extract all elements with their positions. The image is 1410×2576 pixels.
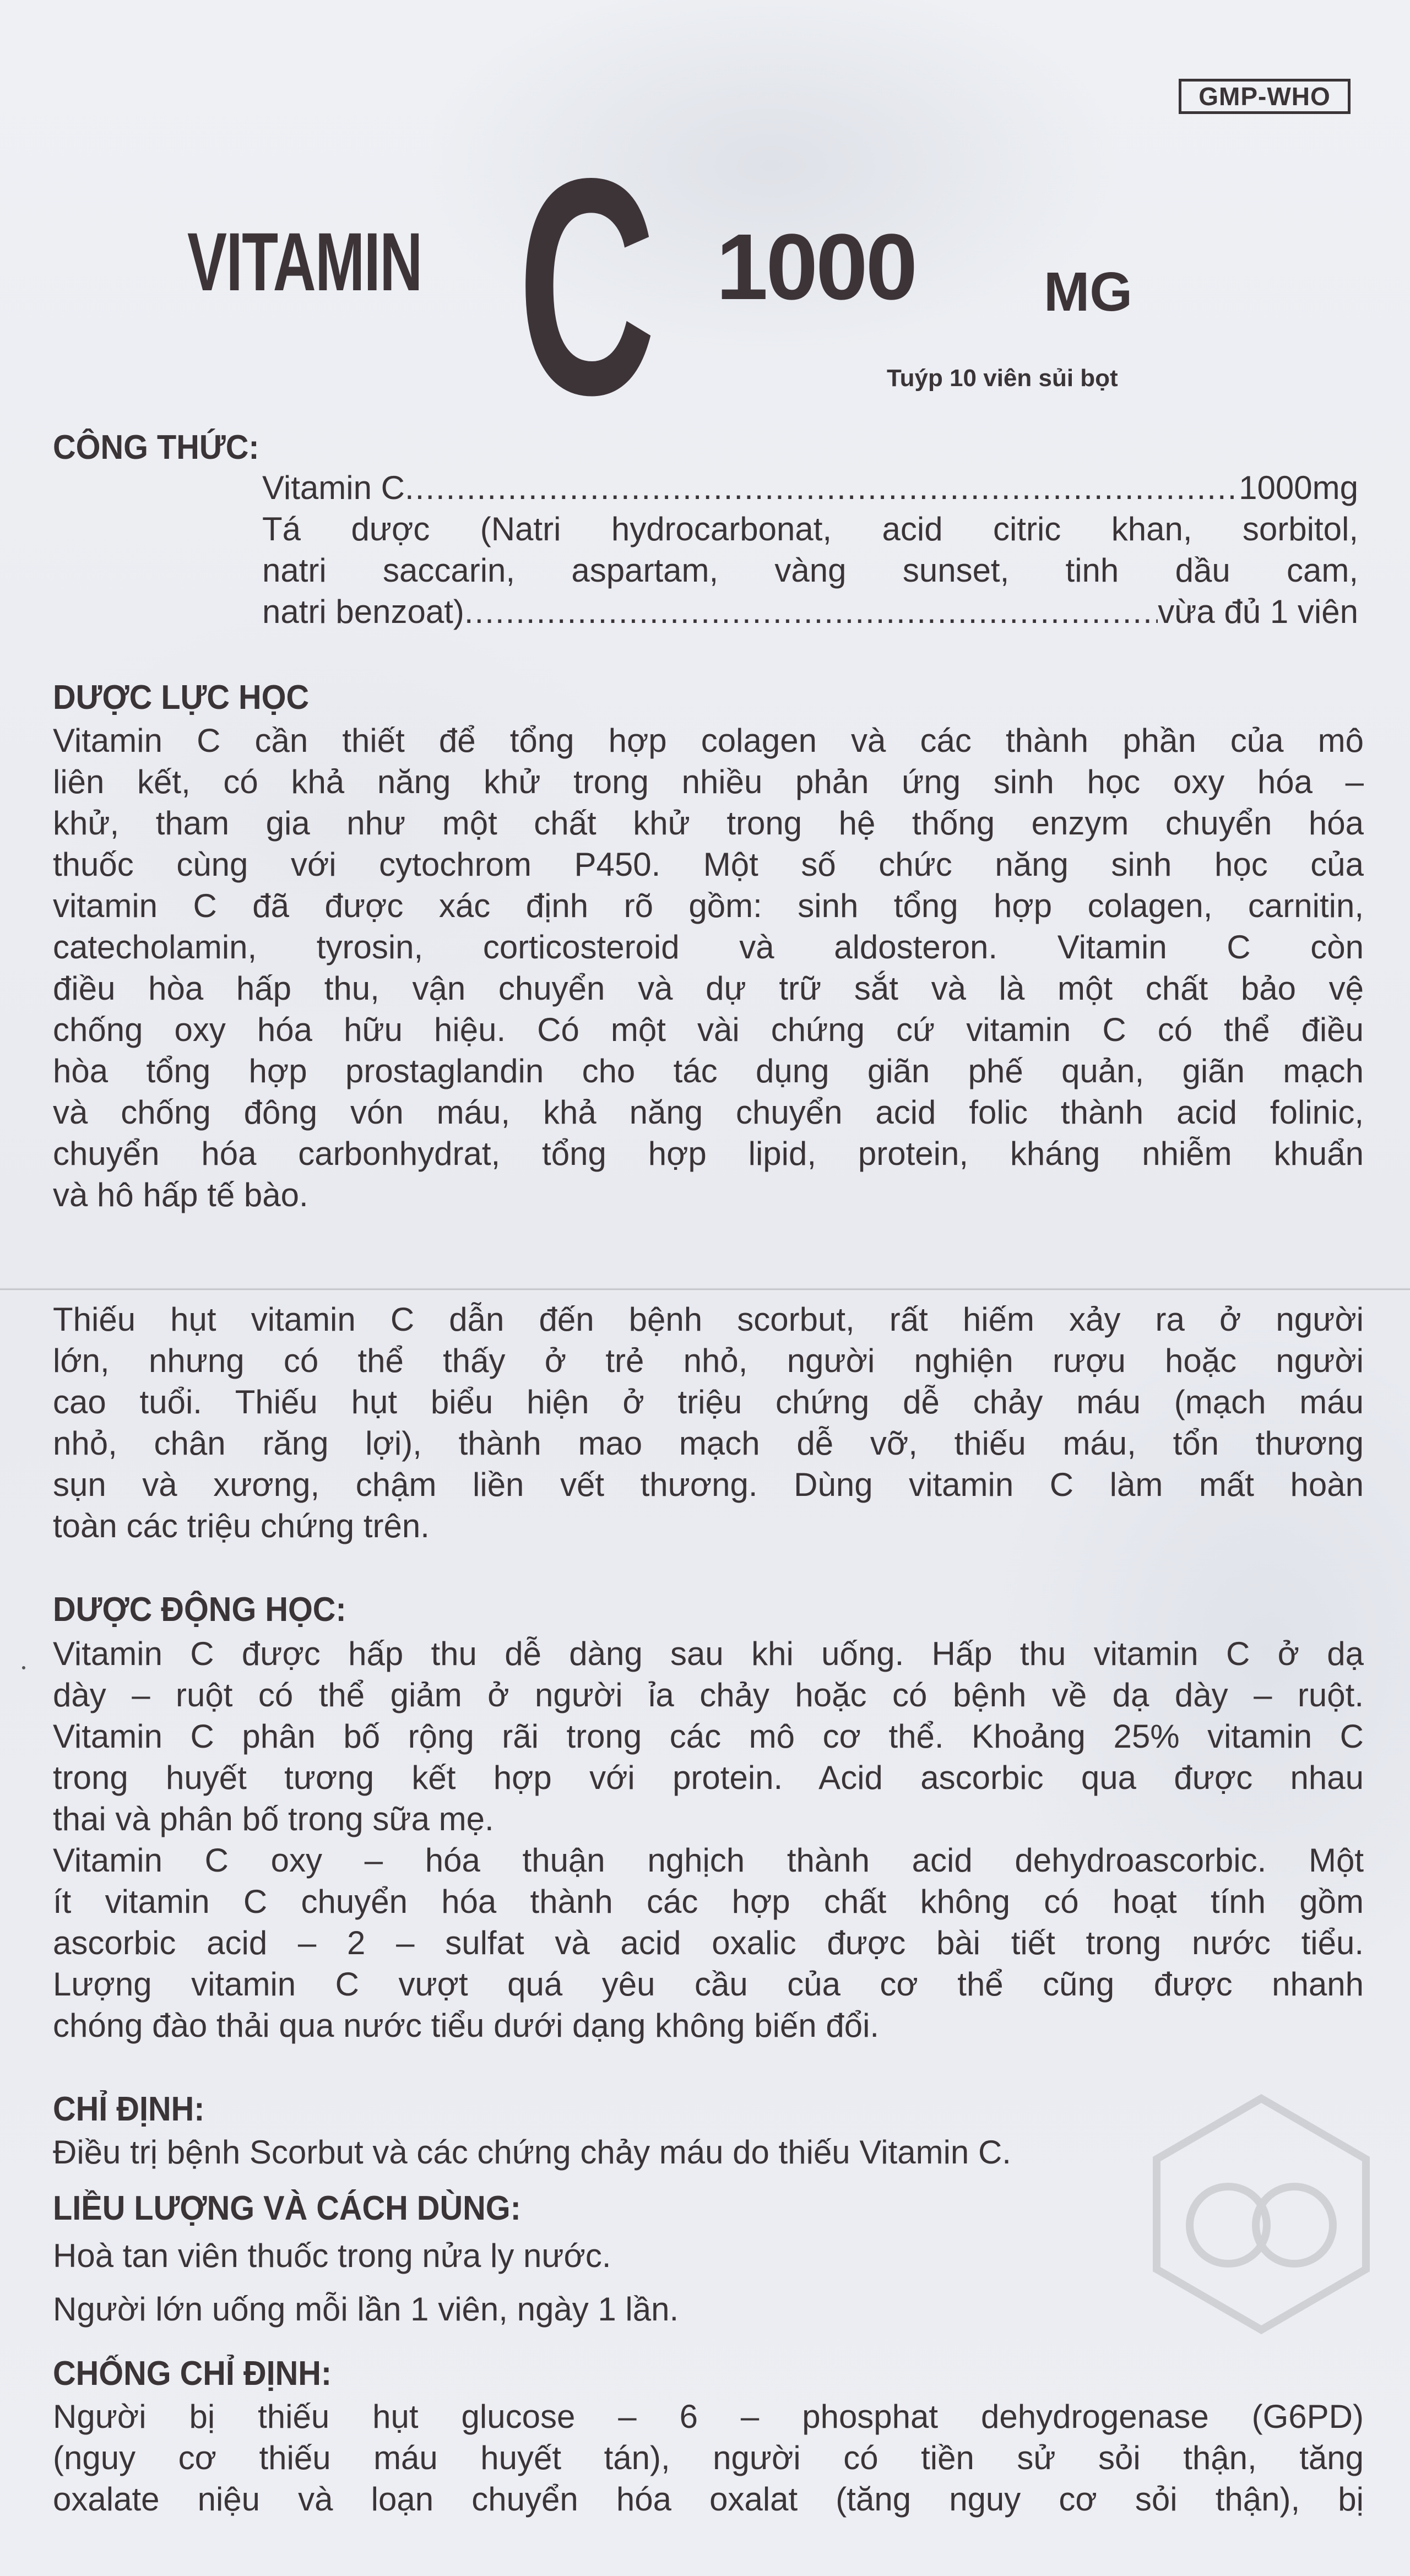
text-line: ascorbic acid – 2 – sulfat và acid oxalic được bài tiết trong nước tiểu. [53,1924,1364,1961]
text-line: liên kết, có khả năng khử trong nhiều phản ứng sinh học oxy hóa – [53,763,1364,800]
text-line: Người lớn uống mỗi lần 1 viên, ngày 1 lần. [53,2291,679,2328]
section-heading-formula: CÔNG THỨC: [53,429,259,467]
formula-block [262,467,1358,632]
text-line: Vitamin C oxy – hóa thuận nghịch thành acid dehydroascorbic. Một [53,1842,1364,1879]
text-line: Hoà tan viên thuốc trong nửa ly nước. [53,2237,611,2274]
ingredient-name: Vitamin C [262,469,405,506]
text-line: Vitamin C cần thiết để tổng hợp colagen và các thành phần của mô [53,722,1364,759]
ink-speck [22,1666,25,1669]
section-heading-indications: CHỈ ĐỊNH: [53,2090,205,2128]
brand-letter-c: C [518,114,656,459]
text-line: chóng đào thải qua nước tiểu dưới dạng không biến đổi. [53,2007,880,2044]
text-line: cao tuổi. Thiếu hụt biểu hiện ở triệu chứng dễ chảy máu (mạch máu [53,1384,1364,1420]
text-line: điều hòa hấp thu, vận chuyển và dự trữ sắt và là một chất bảo vệ [53,970,1364,1007]
paper-crease [0,1288,1410,1291]
manufacturer-logo-icon [1146,2093,1377,2335]
text-line: thai và phân bố trong sữa mẹ. [53,1801,494,1837]
text-line: ít vitamin C chuyển hóa thành các hợp chất không có hoạt tính gồm [53,1883,1364,1920]
leader-dots [405,467,1239,508]
dosage-text [53,2235,679,2330]
excipients-line: natri saccarin, aspartam, vàng sunset, tinh dầu cam, [262,552,1358,589]
text-line: oxalate niệu và loạn chuyển hóa oxalat (tăng nguy cơ sỏi thận), bị [53,2481,1364,2518]
text-line: Vitamin C được hấp thu dễ dàng sau khi uống. Hấp thu vitamin C ở dạ [53,1635,1364,1672]
text-line: Người bị thiếu hụt glucose – 6 – phosphat dehydrogenase (G6PD) [53,2398,1364,2435]
text-line: sụn và xương, chậm liền vết thương. Dùng vitamin C làm mất hoàn [53,1466,1364,1503]
text-line: dày – ruột có thể giảm ở người ỉa chảy hoặc có bệnh về dạ dày – ruột. [53,1677,1364,1713]
brand-name: VITAMIN [187,215,422,308]
pharmacodynamics-paragraph-1 [53,720,1364,1216]
text-line: Điều trị bệnh Scorbut và các chứng chảy máu do thiếu Vitamin C. [53,2134,1011,2171]
formula-active-row [262,467,1358,508]
section-heading-dosage: LIỀU LƯỢNG VÀ CÁCH DÙNG: [53,2189,521,2227]
gmp-who-badge: GMP-WHO [1179,79,1351,114]
leader-dots [464,591,1158,632]
ingredient-name: natri benzoat) [262,593,464,630]
text-line: Thiếu hụt vitamin C dẫn đến bệnh scorbut, rất hiếm xảy ra ở người [53,1301,1364,1338]
text-line: lớn, nhưng có thể thấy ở trẻ nhỏ, người nghiện rượu hoặc người [53,1342,1364,1379]
text-line: chống oxy hóa hữu hiệu. Có một vài chứng cứ vitamin C có thể điều [53,1011,1364,1048]
package-description: Tuýp 10 viên sủi bọt [887,365,1118,392]
section-heading-contraindications: CHỐNG CHỈ ĐỊNH: [53,2355,332,2393]
text-line: chuyển hóa carbonhydrat, tổng hợp lipid, protein, kháng nhiễm khuẩn [53,1135,1364,1172]
excipients-line: Tá dược (Natri hydrocarbonat, acid citric khan, sorbitol, [262,511,1358,547]
section-heading-pharmacodynamics: DƯỢC LỰC HỌC [53,679,310,717]
indications-text [53,2132,1011,2173]
pharmacodynamics-paragraph-2 [53,1299,1364,1547]
contraindications-text [53,2396,1364,2520]
text-line: (nguy cơ thiếu máu huyết tán), người có tiền sử sỏi thận, tăng [53,2439,1364,2476]
dose-unit: MG [1044,261,1133,323]
dose-value: 1000 [716,215,916,319]
text-line: vitamin C đã được xác định rõ gồm: sinh tổng hợp colagen, carnitin, [53,887,1364,924]
text-line: Vitamin C phân bố rộng rãi trong các mô cơ thể. Khoảng 25% vitamin C [53,1718,1364,1755]
text-line: toàn các triệu chứng trên. [53,1507,430,1544]
pharmacokinetics-paragraph-2 [53,1840,1364,2046]
text-line: Lượng vitamin C vượt quá yêu cầu của cơ thể cũng được nhanh [53,1966,1364,2003]
text-line: khử, tham gia như một chất khử trong hệ thống enzym chuyển hóa [53,805,1364,842]
pharmacokinetics-paragraph-1 [53,1633,1364,1840]
text-line: hòa tổng hợp prostaglandin cho tác dụng giãn phế quản, giãn mạch [53,1053,1364,1089]
text-line: trong huyết tương kết hợp với protein. Acid ascorbic qua được nhau [53,1759,1364,1796]
text-line: catecholamin, tyrosin, corticosteroid và aldosteron. Vitamin C còn [53,929,1364,966]
text-line: và chống đông vón máu, khả năng chuyển acid folic thành acid folinic, [53,1094,1364,1131]
text-line: thuốc cùng với cytochrom P450. Một số chức năng sinh học của [53,846,1364,883]
text-line: và hô hấp tế bào. [53,1176,308,1213]
section-heading-pharmacokinetics: DƯỢC ĐỘNG HỌC: [53,1591,346,1629]
text-line: nhỏ, chân răng lợi), thành mao mạch dễ vỡ, thiếu máu, tổn thương [53,1425,1364,1462]
ingredient-amount: vừa đủ 1 viên [1158,593,1358,630]
ingredient-amount: 1000mg [1239,469,1358,506]
formula-excipient-last-row [262,591,1358,632]
